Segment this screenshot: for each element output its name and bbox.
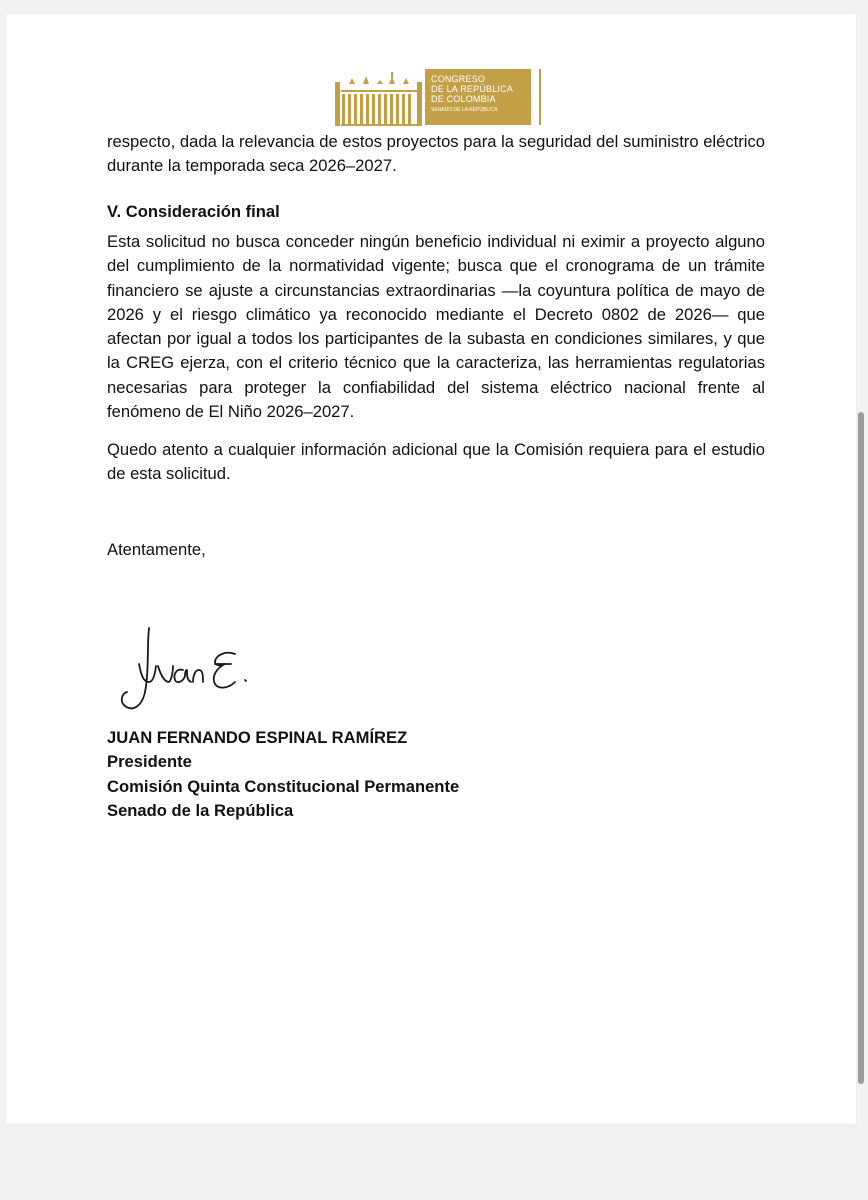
signature-block xyxy=(107,726,607,824)
signer-name: JUAN FERNANDO ESPINAL RAMÍREZ xyxy=(107,728,408,747)
section-paragraph: Esta solicitud no busca conceder ningún beneficio individual ni eximir a proyecto alguno del cumplimiento de la normatividad vigente; busca que el cronograma de un trámite financiero se ajuste a circunstancias extraordinarias —la coyuntura política de mayo de 2026 y el riesgo climático ya reconocido mediante el Decreto 0802 de 2026— que afectan por igual a todos los participantes de la subasta en condiciones similares, y que la CREG ejerza, con el criterio técnico que la caracteriza, las herramientas regulatorias necesarias para proteger la confiabilidad del sistema eléctrico nacional frente al fenómeno de El Niño 2026–2027. xyxy=(107,232,765,422)
signer-institution: Senado de la República xyxy=(107,801,294,821)
closing-paragraph: Quedo atento a cualquier información adicional que la Comisión requiera para el estudio de esta solicitud. xyxy=(107,440,765,484)
signer-title: Presidente xyxy=(107,752,192,772)
document-page xyxy=(6,14,856,1124)
logo-divider xyxy=(539,69,541,125)
capitol-building-icon xyxy=(333,66,425,128)
salutation: Atentamente, xyxy=(107,540,206,559)
congress-logo xyxy=(333,66,541,128)
logo-line-2: DE LA REPÚBLICA xyxy=(431,84,514,94)
scrollbar-thumb[interactable] xyxy=(858,412,864,1084)
logo-line-3: DE COLOMBIA xyxy=(431,94,496,104)
logo-subtitle: SENADO DE LA REPÚBLICA xyxy=(431,107,498,113)
logo-line-1: CONGRESO xyxy=(431,74,486,84)
handwritten-signature xyxy=(111,626,261,722)
signer-committee: Comisión Quinta Constitucional Permanente xyxy=(107,776,460,796)
logo-nameplate xyxy=(425,69,531,125)
section-heading: V. Consideración final xyxy=(107,202,280,221)
continuation-paragraph: respecto, dada la relevancia de estos proyectos para la seguridad del suministro eléctrico durante la temporada seca 2026–2027. xyxy=(107,132,765,176)
